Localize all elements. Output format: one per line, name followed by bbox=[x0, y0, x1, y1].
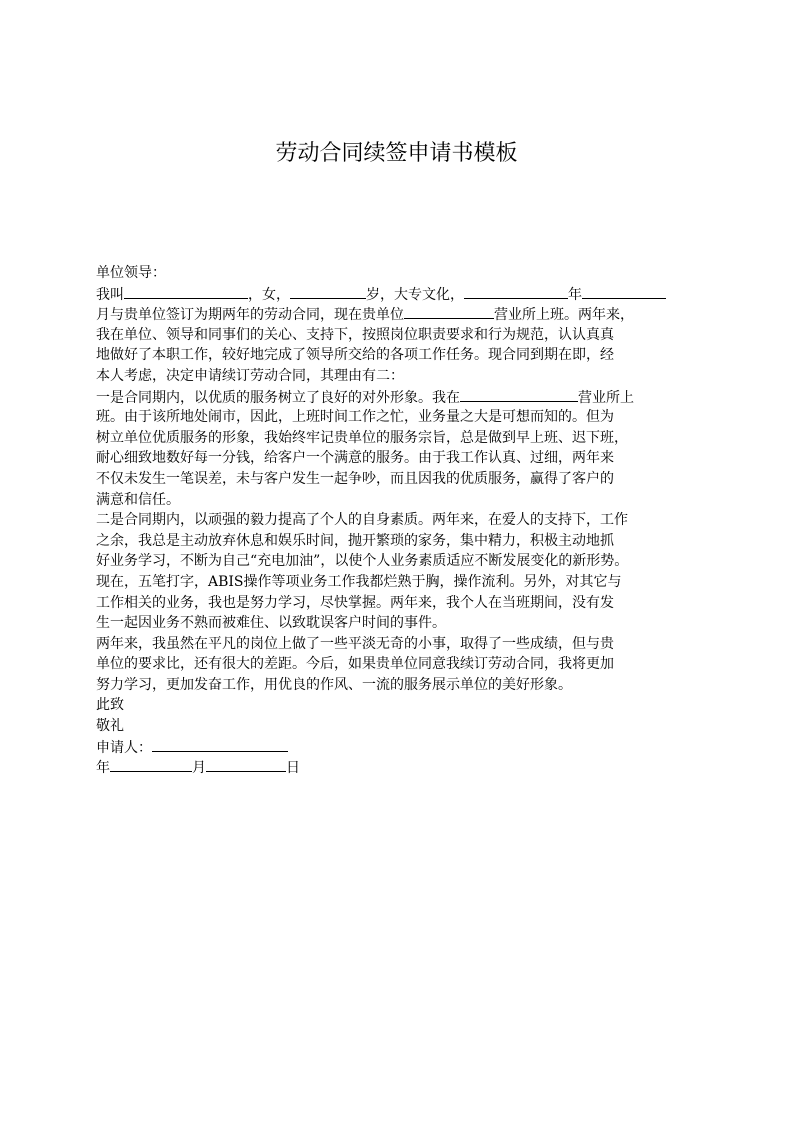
salutation: 单位领导： bbox=[96, 265, 166, 281]
date-blank bbox=[110, 757, 192, 772]
year-label: 年 bbox=[96, 760, 110, 777]
applicant-line bbox=[96, 737, 708, 758]
intro-line bbox=[96, 284, 708, 305]
paragraph-line: 生一起因业务不熟而被难住、以致耽误客户时间的事件。 bbox=[96, 615, 446, 632]
paragraph-line: 我在单位、领导和同事们的关心、支持下，按照岗位职责要求和行为规范，认认真真 bbox=[96, 326, 614, 343]
text-segment: 年 bbox=[568, 286, 582, 303]
paragraph-line bbox=[96, 387, 708, 408]
date-line bbox=[96, 757, 708, 778]
office-blank bbox=[404, 304, 494, 319]
paragraph-line: 努力学习，更加发奋工作，用优良的作风、一流的服务展示单位的美好形象。 bbox=[96, 676, 572, 693]
applicant-label: 申请人： bbox=[96, 739, 152, 756]
paragraph-line: 现在，五笔打字，ABIS操作等项业务工作我都烂熟于胸，操作流利。另外，对其它与 bbox=[96, 573, 622, 590]
text-segment: 营业所上 bbox=[578, 389, 634, 406]
year-blank bbox=[464, 284, 568, 299]
text-segment: 我叫 bbox=[96, 286, 124, 303]
month-blank bbox=[582, 284, 666, 299]
office-blank bbox=[460, 387, 578, 402]
text-segment: 营业所上班。两年来， bbox=[494, 307, 634, 324]
paragraph-line: 单位的要求比，还有很大的差距。今后，如果贵单位同意我续订劳动合同，我将更加 bbox=[96, 656, 614, 673]
applicant-blank bbox=[152, 737, 288, 752]
paragraph-line: 班。由于该所地处闹市，因此，上班时间工作之忙，业务量之大是可想而知的。但为 bbox=[96, 409, 614, 426]
closing-line: 此致 bbox=[96, 697, 124, 714]
text-segment: ，女， bbox=[248, 286, 290, 303]
text-segment: 月与贵单位签订为期两年的劳动合同，现在贵单位 bbox=[96, 307, 404, 324]
month-label: 月 bbox=[192, 760, 206, 777]
document-title: 劳动合同续签申请书模板 bbox=[275, 141, 518, 166]
date-blank bbox=[206, 757, 286, 772]
name-blank bbox=[124, 284, 248, 299]
paragraph-line bbox=[96, 304, 708, 325]
day-label: 日 bbox=[286, 760, 300, 777]
paragraph-line: 地做好了本职工作，较好地完成了领导所交给的各项工作任务。现合同到期在即，经 bbox=[96, 347, 614, 364]
paragraph-line: 两年来，我虽然在平凡的岗位上做了一些平淡无奇的小事，取得了一些成绩，但与贵 bbox=[96, 635, 614, 652]
paragraph-line: 满意和信任。 bbox=[96, 491, 180, 508]
age-blank bbox=[290, 284, 366, 299]
paragraph-line: 二是合同期内，以顽强的毅力提高了个人的自身素质。两年来，在爱人的支持下，工作 bbox=[96, 512, 628, 529]
text-segment: 岁，大专文化， bbox=[366, 286, 464, 303]
regards-line: 敬礼 bbox=[96, 718, 124, 735]
paragraph-line: 工作相关的业务，我也是努力学习，尽快掌握。两年来，我个人在当班期间，没有发 bbox=[96, 594, 614, 611]
paragraph-line: 树立单位优质服务的形象，我始终牢记贵单位的服务宗旨，总是做到早上班、迟下班， bbox=[96, 429, 628, 446]
text-segment: 一是合同期内，以优质的服务树立了良好的对外形象。我在 bbox=[96, 389, 460, 406]
letter-body bbox=[96, 263, 708, 778]
paragraph-line: 之余，我总是主动放弃休息和娱乐时间，抛开繁琐的家务，集中精力，积极主动地抓 bbox=[96, 532, 614, 549]
paragraph-line: 本人考虑，决定申请续订劳动合同，其理由有二： bbox=[96, 367, 404, 384]
paragraph-line: 耐心细致地数好每一分钱，给客户一个满意的服务。由于我工作认真、过细，两年来 bbox=[96, 450, 614, 467]
paragraph-line: 好业务学习，不断为自己“充电加油”，以使个人业务素质适应不断发展变化的新形势。 bbox=[96, 553, 629, 570]
paragraph-line: 不仅未发生一笔误差，未与客户发生一起争吵，而且因我的优质服务，赢得了客户的 bbox=[96, 470, 614, 487]
